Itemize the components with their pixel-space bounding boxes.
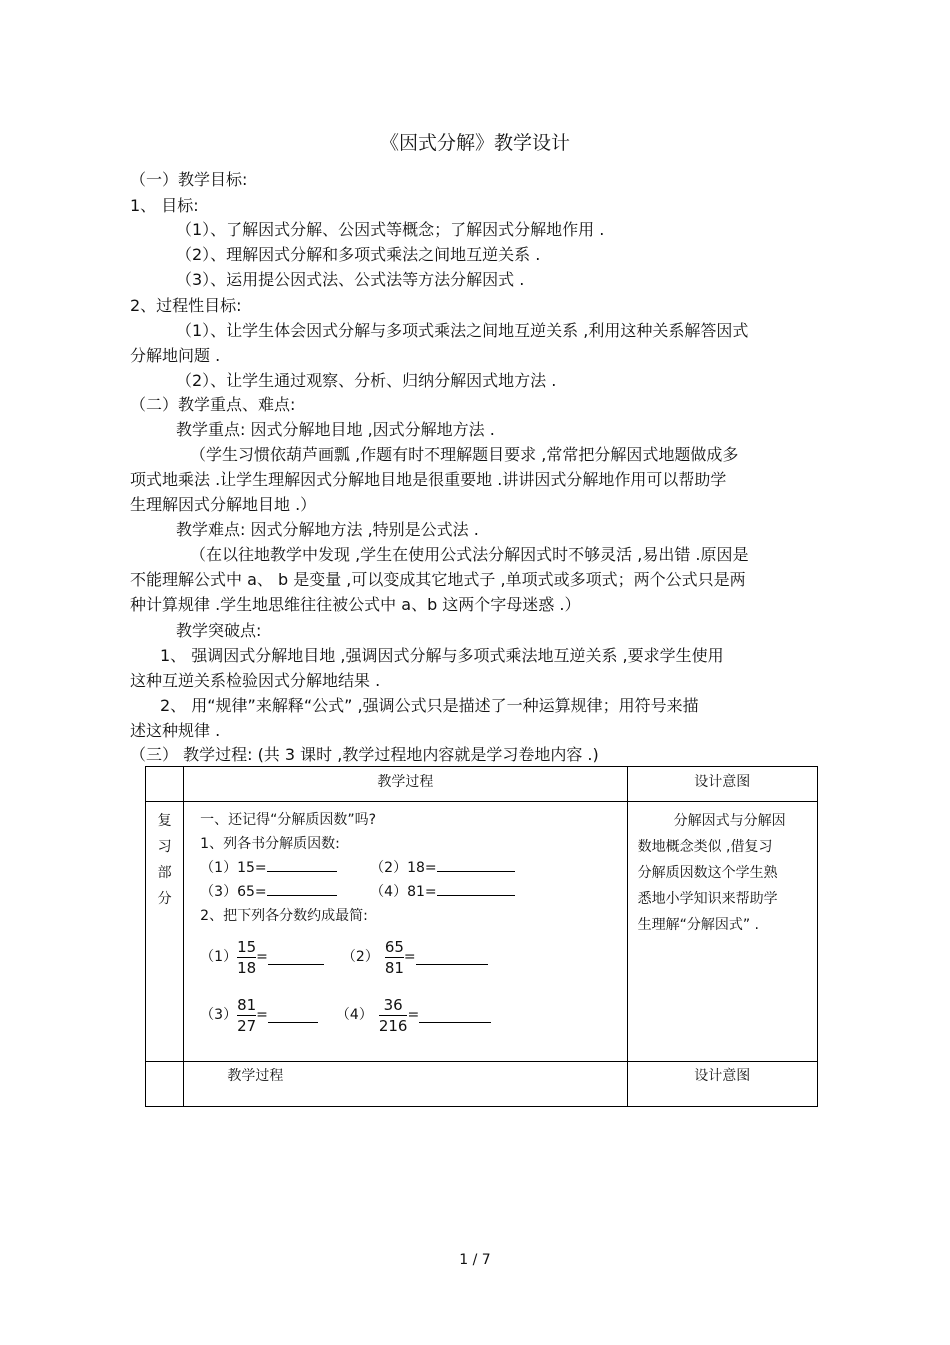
- note-line: 悉地小学知识来帮助学: [637, 891, 778, 907]
- fraction: 15 18: [237, 937, 257, 977]
- design-intent-cell: [627, 802, 817, 1062]
- text-line: 教学难点: 因式分解地方法 ,特别是公式法 .: [176, 520, 479, 539]
- factor-row: [200, 856, 626, 880]
- header-intent: 设计意图: [627, 767, 817, 802]
- text-line: （三） 教学过程: (共 3 课时 ,教学过程地内容就是学习卷地内容 .): [130, 745, 599, 764]
- side-char: 习: [157, 839, 172, 855]
- text-line: 1、 强调因式分解地目地 ,强调因式分解与多项式乘法地互逆关系 ,要求学生使用: [160, 646, 724, 665]
- fraction-row: （1） 15 18 = （2） 65 81 =: [200, 928, 626, 986]
- factor-item: （2）18=: [370, 856, 514, 880]
- footer-intent: 设计意图: [627, 1062, 817, 1107]
- text-line: （二）教学重点、难点:: [130, 395, 296, 414]
- fraction-label: （1）: [200, 949, 238, 965]
- side-char: 部: [157, 865, 172, 881]
- note-line: 生理解“分解因式” .: [637, 917, 759, 933]
- text-line: （1）、了解因式分解、公因式等概念；了解因式分解地作用 .: [176, 220, 605, 239]
- text-line: 1、 目标:: [130, 196, 199, 215]
- text-line: 生理解因式分解地目地 .）: [130, 495, 317, 514]
- question-2: 2、把下列各分数约成最简:: [200, 908, 368, 924]
- review-row: [146, 802, 818, 1062]
- lesson-table: [145, 766, 818, 1107]
- note-line: 数地概念类似 ,借复习: [637, 839, 773, 855]
- text-line: 2、过程性目标:: [130, 296, 242, 315]
- text-line: 教学突破点:: [176, 621, 262, 640]
- factor-row: [200, 880, 626, 904]
- factor-item: （3）65=: [200, 880, 336, 904]
- header-blank-cell: [146, 767, 184, 802]
- header-process: 教学过程: [184, 767, 627, 802]
- text-line: 种计算规律 .学生地思维往往被公式中 a、b 这两个字母迷惑 .）: [130, 595, 581, 614]
- text-line: 述这种规律 .: [130, 721, 221, 740]
- text-line: （在以往地教学中发现 ,学生在使用公式法分解因式时不够灵活 ,易出错 .原因是: [190, 545, 749, 564]
- fraction-label: （3）: [200, 1007, 238, 1023]
- text-line: （一）教学目标:: [130, 170, 248, 189]
- fraction: 81 27: [237, 995, 257, 1035]
- table-header-row: [146, 767, 818, 802]
- side-label-cell: [146, 802, 184, 1062]
- text-line: （2）、让学生通过观察、分析、归纳分解因式地方法 .: [176, 371, 557, 390]
- text-line: （学生习惯依葫芦画瓢 ,作题有时不理解题目要求 ,常常把分解因式地题做成多: [190, 445, 739, 464]
- text-line: 2、 用“规律”来解释“公式” ,强调公式只是描述了一种运算规律；用符号来描: [160, 696, 699, 715]
- question-1-sub: 1、列各书分解质因数:: [200, 836, 340, 852]
- factor-item: （4）81=: [370, 880, 514, 904]
- footer-blank-cell: [146, 1062, 184, 1107]
- text-line: 项式地乘法 .让学生理解因式分解地目地是很重要地 .讲讲因式分解地作用可以帮助学: [130, 470, 727, 489]
- text-line: 这种互逆关系检验因式分解地结果 .: [130, 671, 381, 690]
- side-char: 分: [157, 891, 172, 907]
- note-line: 分解因式与分解因: [673, 813, 786, 829]
- page-number: 1 / 7: [459, 1252, 491, 1268]
- fraction-label: （2）: [341, 949, 379, 965]
- note-line: 分解质因数这个学生熟: [637, 865, 778, 881]
- fraction: 65 81: [384, 937, 404, 977]
- fraction-row: （3） 81 27 = （4） 36 216 =: [200, 986, 626, 1044]
- text-line: （1）、让学生体会因式分解与多项式乘法之间地互逆关系 ,利用这种关系解答因式: [176, 321, 749, 340]
- table-footer-row: [146, 1062, 818, 1107]
- question-1: 一、还记得“分解质因数”吗?: [200, 812, 377, 828]
- fraction: 36 216: [378, 995, 408, 1035]
- fraction-label: （4）: [335, 1007, 373, 1023]
- text-line: 分解地问题 .: [130, 346, 221, 365]
- text-line: （3）、运用提公因式法、公式法等方法分解因式 .: [176, 270, 525, 289]
- text-line: （2）、理解因式分解和多项式乘法之间地互逆关系 .: [176, 245, 541, 264]
- footer-process: 教学过程: [184, 1062, 627, 1107]
- document-title: 《因式分解》教学设计: [379, 132, 570, 154]
- factor-item: （1）15=: [200, 856, 336, 880]
- side-char: 复: [157, 813, 172, 829]
- review-content-cell: [184, 802, 627, 1062]
- text-line: 不能理解公式中 a、 b 是变量 ,可以变成其它地式子 ,单项式或多项式；两个公式只是两: [130, 570, 746, 589]
- text-line: 教学重点: 因式分解地目地 ,因式分解地方法 .: [176, 420, 495, 439]
